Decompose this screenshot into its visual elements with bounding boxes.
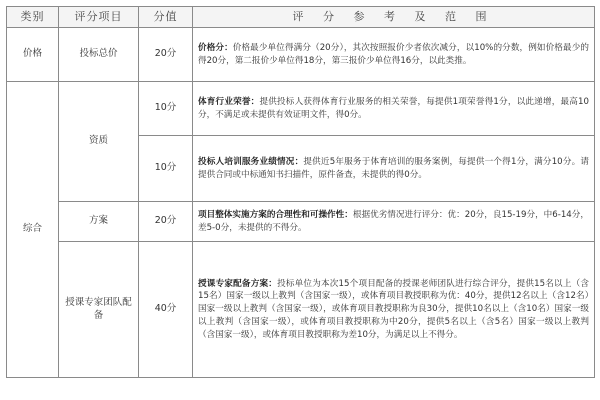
score-cell: 40分 bbox=[139, 242, 193, 378]
scope-desc: 提供投标人获得体育行业服务的相关荣誉，每提供1项荣誉得1分，以此递增，最高10分，不满足或未提供有效证明文件，得0分。 bbox=[198, 96, 589, 120]
category-cell: 综合 bbox=[7, 82, 59, 378]
scope-cell bbox=[193, 136, 595, 202]
header-score: 分值 bbox=[139, 7, 193, 28]
scope-lead: 投标人培训服务业绩情况： bbox=[198, 156, 304, 167]
scope-desc: 价格最少单位得满分（20分），其次按照报价少者依次减分，以10%的分数，例如价格最少的得20分，第二报价少单位得18分，第三报价少单位得16分，以此类推。 bbox=[198, 42, 589, 66]
header-scope: 评 分 参 考 及 范 围 bbox=[193, 7, 595, 28]
score-cell: 20分 bbox=[139, 28, 193, 82]
scope-cell bbox=[193, 202, 595, 242]
category-cell: 价格 bbox=[7, 28, 59, 82]
scope-cell bbox=[193, 242, 595, 378]
score-cell: 10分 bbox=[139, 82, 193, 136]
scope-lead: 价格分： bbox=[198, 42, 233, 53]
scope-lead: 项目整体实施方案的合理性和可操作性： bbox=[198, 209, 353, 220]
table-row bbox=[7, 202, 595, 242]
score-cell: 10分 bbox=[139, 136, 193, 202]
item-cell: 方案 bbox=[59, 202, 139, 242]
table-row bbox=[7, 82, 595, 136]
scope-desc: 提供近5年服务于体育培训的服务案例，每提供一个得1分，满分10分。请提供合同或中标通知书扫描件，原件备查，未提供的得0分。 bbox=[198, 156, 589, 180]
header-item: 评分项目 bbox=[59, 7, 139, 28]
item-cell: 授课专家团队配备 bbox=[59, 242, 139, 378]
scope-cell bbox=[193, 82, 595, 136]
scope-cell bbox=[193, 28, 595, 82]
header-category: 类别 bbox=[7, 7, 59, 28]
table-row bbox=[7, 242, 595, 378]
table-header-row bbox=[7, 7, 595, 28]
item-cell: 投标总价 bbox=[59, 28, 139, 82]
scoring-table bbox=[6, 6, 595, 378]
table-row bbox=[7, 28, 595, 82]
score-cell: 20分 bbox=[139, 202, 193, 242]
scope-desc: 投标单位为本次15个项目配备的授课老师团队进行综合评分，提供15名以上（含15名）国家一级以上教判（含国家一级），或体育项目教授职称为优：40分，提供12名以上（含12名）国家一级以上教判（含国家一级），或体育项目教授职称为良30分，提供10名以上（含10名）国家一级以上教判（含国家一级），或体育项目教授职称为中20分，提供5名以上（含5名）国家一级以上教判（含国家一级），或体育项目教授职称为差10分，为满足以上不得分。 bbox=[198, 278, 589, 340]
scope-desc: 根据优劣情况进行评分：优：20分，良15-19分，中6-14分，差5-0分，未提供的不得分。 bbox=[198, 209, 589, 233]
item-cell: 资质 bbox=[59, 82, 139, 202]
scope-lead: 授课专家配备方案： bbox=[198, 278, 278, 289]
scope-lead: 体育行业荣誉： bbox=[198, 96, 260, 107]
